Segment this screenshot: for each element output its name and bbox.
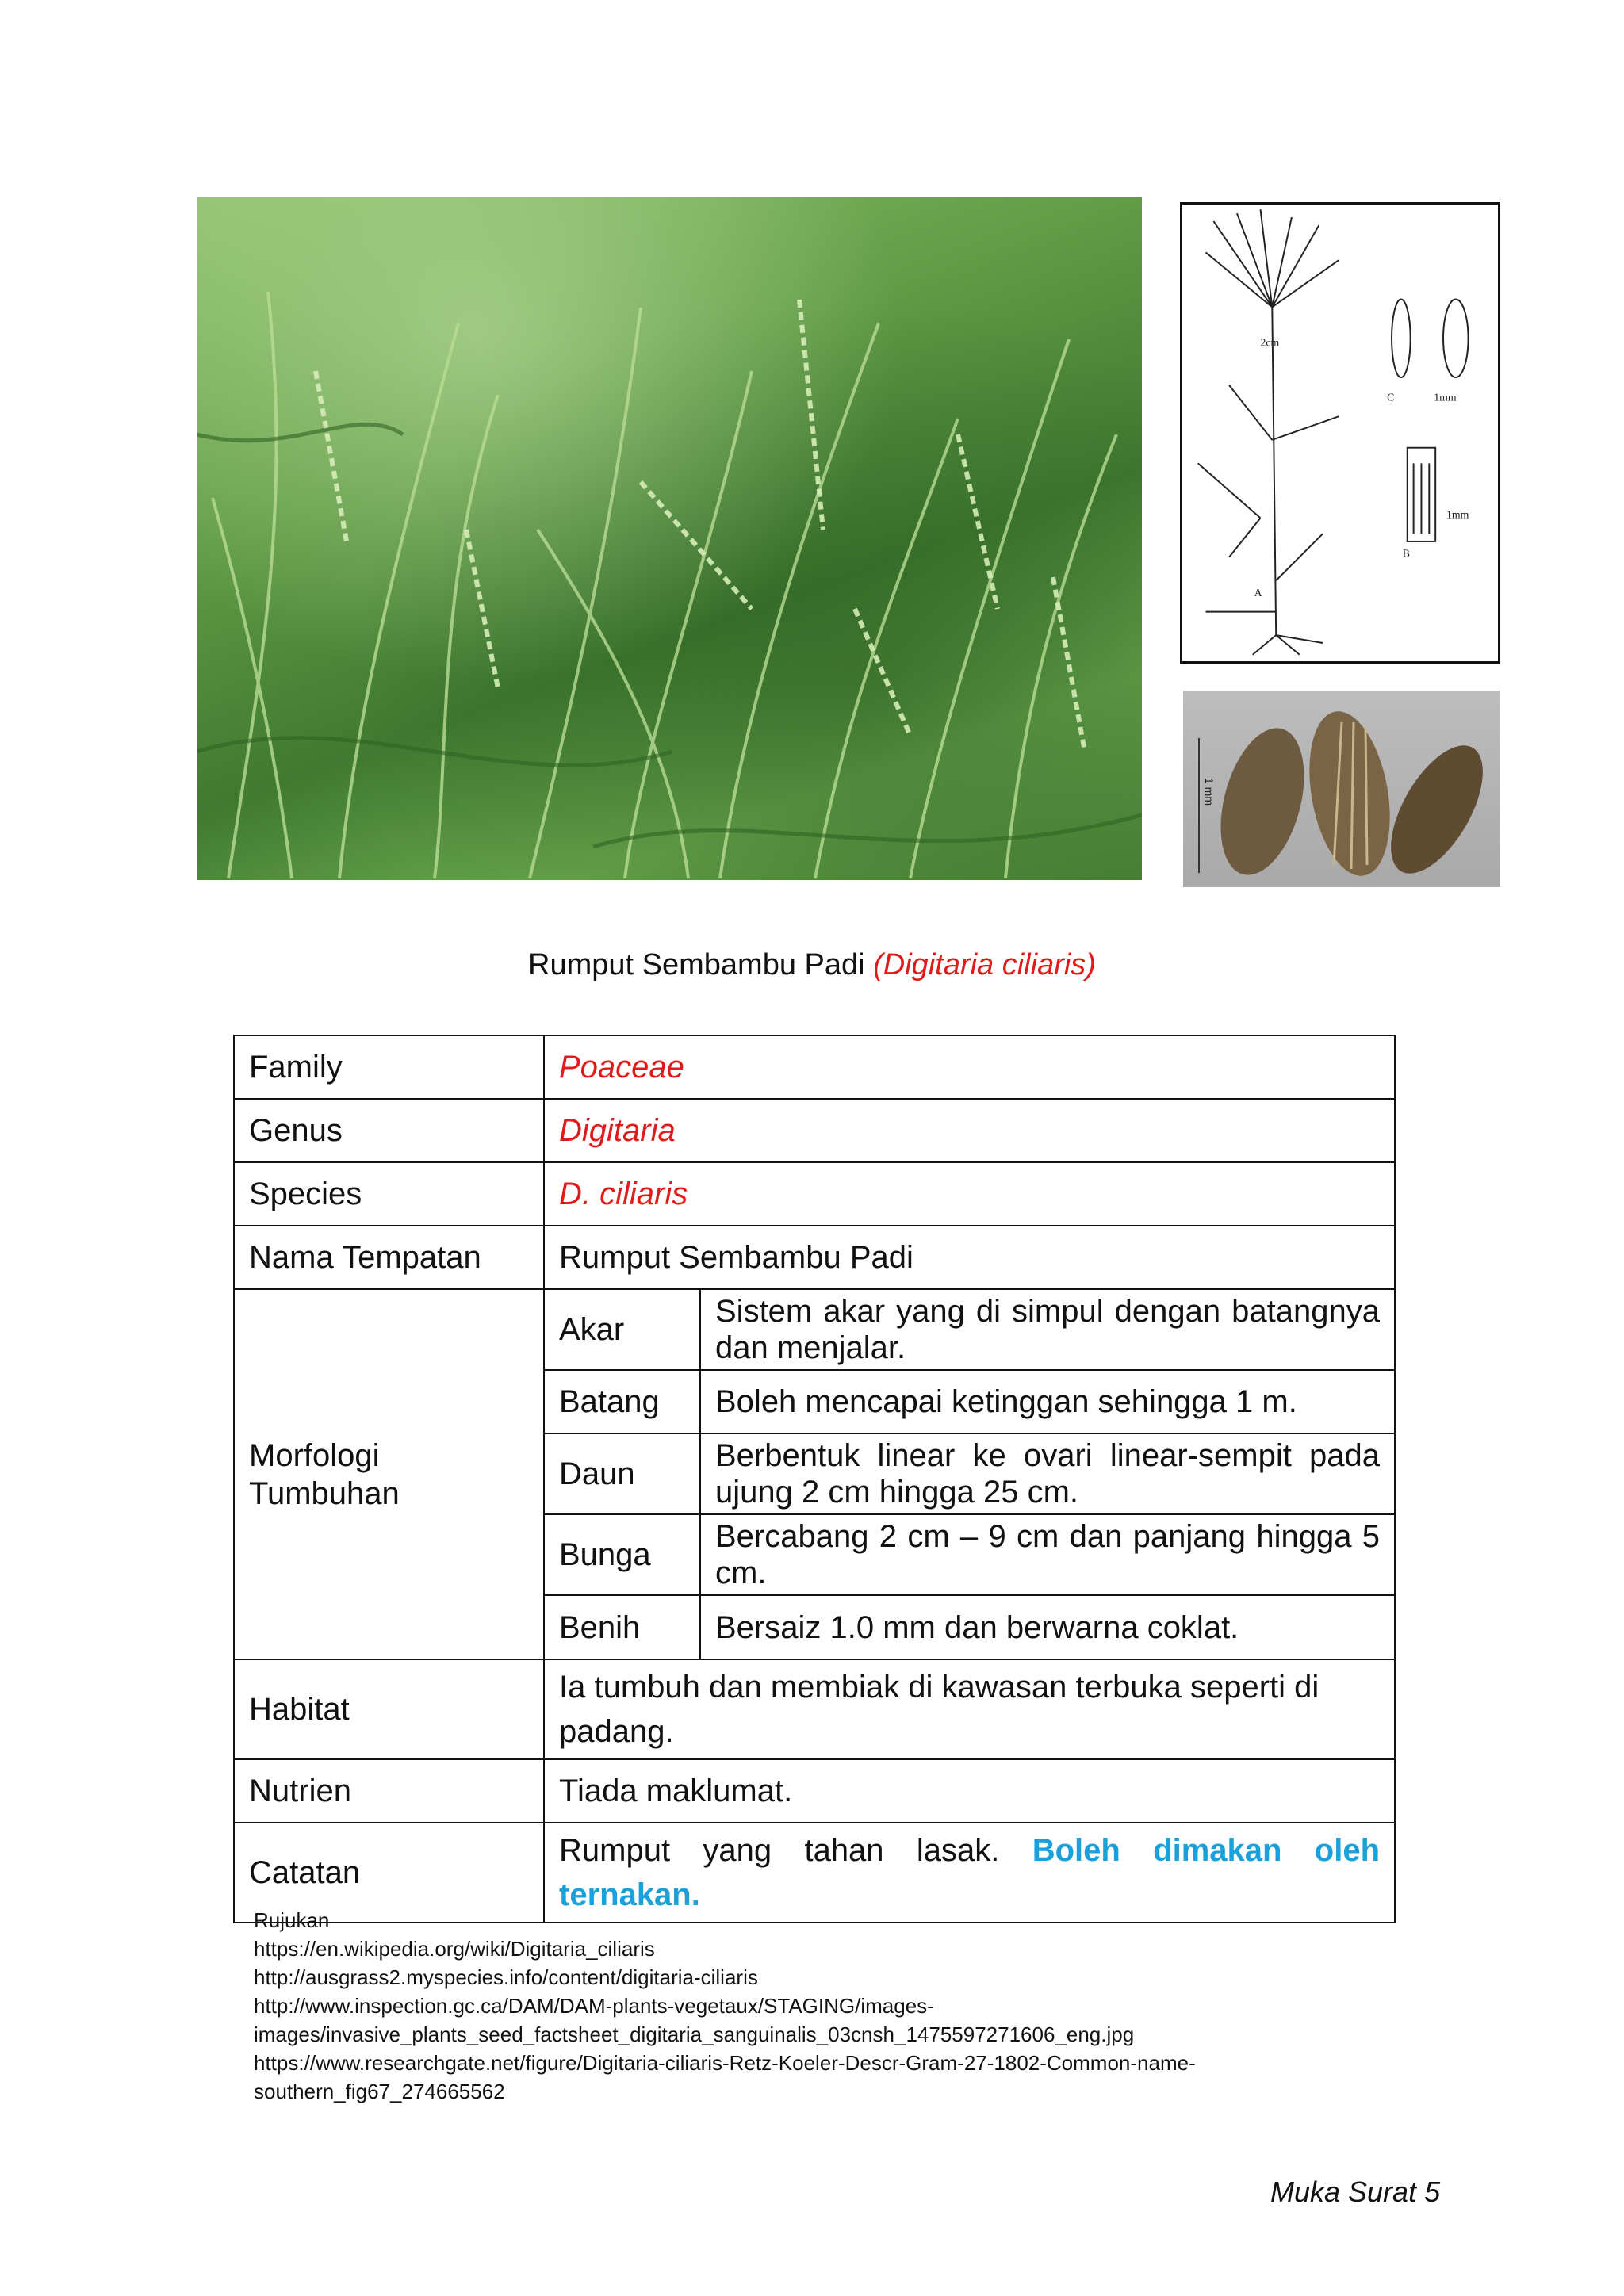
table-row-genus — [234, 1099, 1395, 1162]
figure-caption — [0, 948, 1624, 982]
reference-line: http://www.inspection.gc.ca/DAM/DAM-plants-vegetaux/STAGING/images- — [254, 1994, 934, 2018]
habitat-value: Ia tumbuh dan membiak di kawasan terbuka seperti di padang. — [544, 1659, 1395, 1759]
morphology-desc: Sistem akar yang di simpul dengan batangnya dan menjalar. — [700, 1290, 1394, 1370]
table-row-nutrient — [234, 1759, 1395, 1823]
morphology-part: Akar — [545, 1290, 700, 1370]
local-name-value: Rumput Sembambu Padi — [544, 1226, 1395, 1289]
morphology-part: Daun — [545, 1433, 700, 1514]
table-row-family — [234, 1035, 1395, 1099]
morphology-table — [545, 1290, 1394, 1659]
nutrient-label: Nutrien — [234, 1759, 544, 1823]
grass-blades — [197, 197, 1142, 880]
morphology-desc: Bercabang 2 cm – 9 cm dan panjang hingga 5 cm. — [700, 1514, 1394, 1595]
reference-line: http://ausgrass2.myspecies.info/content/digitaria-ciliaris — [254, 1965, 758, 1989]
references — [254, 1906, 1196, 2106]
family-label: Family — [234, 1035, 544, 1099]
caption-common-name: Rumput Sembambu Padi — [528, 948, 874, 982]
morphology-part: Benih — [545, 1595, 700, 1659]
table-row-local-name — [234, 1226, 1395, 1289]
references-title: Rujukan — [254, 1908, 330, 1932]
drawing-label-2cm: 2cm — [1260, 336, 1280, 349]
morphology-row — [545, 1370, 1394, 1433]
morphology-desc: Berbentuk linear ke ovari linear-sempit pada ujung 2 cm hingga 25 cm. — [700, 1433, 1394, 1514]
botanical-drawing — [1180, 202, 1500, 664]
morphology-details — [544, 1289, 1395, 1659]
morphology-row — [545, 1595, 1394, 1659]
notes-label: Catatan — [234, 1823, 544, 1923]
seed-photo — [1183, 691, 1500, 887]
genus-label: Genus — [234, 1099, 544, 1162]
morphology-part: Bunga — [545, 1514, 700, 1595]
reference-line: https://en.wikipedia.org/wiki/Digitaria_ciliaris — [254, 1937, 655, 1961]
family-value: Poaceae — [544, 1035, 1395, 1099]
drawing-label-1mm-a: 1mm — [1434, 391, 1457, 404]
notes-plain: Rumput yang tahan lasak. — [559, 1833, 1032, 1868]
reference-line: https://www.researchgate.net/figure/Digitaria-ciliaris-Retz-Koeler-Descr-Gram-27-1802-Common-name- — [254, 2051, 1196, 2075]
local-name-label: Nama Tempatan — [234, 1226, 544, 1289]
morphology-desc: Boleh mencapai ketinggan sehingga 1 m. — [700, 1370, 1394, 1433]
morphology-row — [545, 1514, 1394, 1595]
table-row-habitat — [234, 1659, 1395, 1759]
grass-photo — [197, 197, 1142, 880]
morphology-row — [545, 1290, 1394, 1370]
nutrient-value: Tiada maklumat. — [544, 1759, 1395, 1823]
species-value: D. ciliaris — [544, 1162, 1395, 1226]
notes-highlight: Boleh dimakan oleh ternakan. — [559, 1833, 1381, 1912]
morphology-label: Morfologi Tumbuhan — [234, 1289, 544, 1659]
species-label: Species — [234, 1162, 544, 1226]
genus-value: Digitaria — [544, 1099, 1395, 1162]
table-row-species — [234, 1162, 1395, 1226]
morphology-part: Batang — [545, 1370, 700, 1433]
page-number: Muka Surat 5 — [1270, 2175, 1441, 2208]
morphology-row — [545, 1433, 1394, 1514]
drawing-label-1mm-b: 1mm — [1446, 508, 1469, 521]
reference-line: southern_fig67_274665562 — [254, 2080, 505, 2103]
table-row-morphology — [234, 1289, 1395, 1659]
seed-illustration — [1183, 691, 1500, 887]
plant-line-drawing — [1182, 205, 1498, 661]
drawing-label-b: B — [1402, 547, 1411, 560]
morphology-desc: Bersaiz 1.0 mm dan berwarna coklat. — [700, 1595, 1394, 1659]
reference-line: images/invasive_plants_seed_factsheet_digitaria_sanguinalis_03cnsh_1475597271606_eng.jpg — [254, 2022, 1135, 2046]
caption-scientific-name: (Digitaria ciliaris) — [873, 948, 1096, 982]
seed-scale-label: 1 mm — [1203, 778, 1216, 806]
drawing-label-c: C — [1387, 391, 1395, 404]
species-info-table — [233, 1035, 1396, 1923]
drawing-label-a: A — [1254, 586, 1262, 599]
habitat-label: Habitat — [234, 1659, 544, 1759]
